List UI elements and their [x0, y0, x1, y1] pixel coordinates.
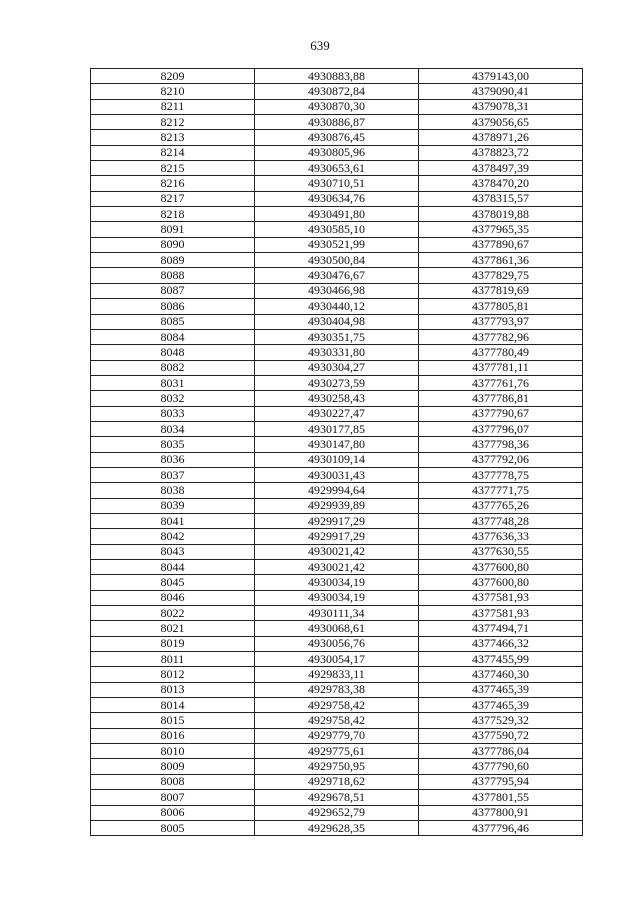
- coordinates-table-body: [91, 69, 583, 836]
- x-coordinate-cell: 4930109,14: [255, 452, 419, 467]
- point-number-cell: 8031: [91, 375, 255, 390]
- table-row: [91, 314, 583, 329]
- y-coordinate-cell: 4377460,30: [419, 667, 583, 682]
- y-coordinate-cell: 4379143,00: [419, 69, 583, 84]
- x-coordinate-cell: 4930031,43: [255, 467, 419, 482]
- table-row: [91, 483, 583, 498]
- x-coordinate-cell: 4929833,11: [255, 667, 419, 682]
- y-coordinate-cell: 4377786,04: [419, 744, 583, 759]
- x-coordinate-cell: 4930883,88: [255, 69, 419, 84]
- x-coordinate-cell: 4930440,12: [255, 299, 419, 314]
- point-number-cell: 8021: [91, 621, 255, 636]
- point-number-cell: 8086: [91, 299, 255, 314]
- x-coordinate-cell: 4930034,19: [255, 575, 419, 590]
- x-coordinate-cell: 4930634,76: [255, 191, 419, 206]
- x-coordinate-cell: 4930304,27: [255, 360, 419, 375]
- x-coordinate-cell: 4930021,42: [255, 544, 419, 559]
- y-coordinate-cell: 4377890,67: [419, 237, 583, 252]
- x-coordinate-cell: 4930147,80: [255, 437, 419, 452]
- point-number-cell: 8014: [91, 698, 255, 713]
- x-coordinate-cell: 4930404,98: [255, 314, 419, 329]
- table-row: [91, 575, 583, 590]
- table-row: [91, 621, 583, 636]
- point-number-cell: 8217: [91, 191, 255, 206]
- point-number-cell: 8213: [91, 130, 255, 145]
- y-coordinate-cell: 4377581,93: [419, 590, 583, 605]
- table-row: [91, 268, 583, 283]
- y-coordinate-cell: 4377529,32: [419, 713, 583, 728]
- y-coordinate-cell: 4377965,35: [419, 222, 583, 237]
- y-coordinate-cell: 4377494,71: [419, 621, 583, 636]
- table-row: [91, 544, 583, 559]
- x-coordinate-cell: 4930710,51: [255, 176, 419, 191]
- table-row: [91, 728, 583, 743]
- y-coordinate-cell: 4379090,41: [419, 84, 583, 99]
- y-coordinate-cell: 4379078,31: [419, 99, 583, 114]
- coordinates-table: [90, 68, 583, 836]
- point-number-cell: 8085: [91, 314, 255, 329]
- table-row: [91, 590, 583, 605]
- table-row: [91, 406, 583, 421]
- point-number-cell: 8032: [91, 391, 255, 406]
- point-number-cell: 8012: [91, 667, 255, 682]
- point-number-cell: 8038: [91, 483, 255, 498]
- y-coordinate-cell: 4377455,99: [419, 652, 583, 667]
- y-coordinate-cell: 4378019,88: [419, 207, 583, 222]
- point-number-cell: 8210: [91, 84, 255, 99]
- table-row: [91, 467, 583, 482]
- table-row: [91, 115, 583, 130]
- x-coordinate-cell: 4929779,70: [255, 728, 419, 743]
- y-coordinate-cell: 4377819,69: [419, 283, 583, 298]
- point-number-cell: 8082: [91, 360, 255, 375]
- y-coordinate-cell: 4377778,75: [419, 467, 583, 482]
- point-number-cell: 8044: [91, 560, 255, 575]
- x-coordinate-cell: 4929994,64: [255, 483, 419, 498]
- table-row: [91, 391, 583, 406]
- x-coordinate-cell: 4929783,38: [255, 682, 419, 697]
- point-number-cell: 8016: [91, 728, 255, 743]
- table-row: [91, 805, 583, 820]
- x-coordinate-cell: 4930500,84: [255, 253, 419, 268]
- y-coordinate-cell: 4377781,11: [419, 360, 583, 375]
- table-row: [91, 452, 583, 467]
- x-coordinate-cell: 4930491,80: [255, 207, 419, 222]
- point-number-cell: 8216: [91, 176, 255, 191]
- table-row: [91, 790, 583, 805]
- y-coordinate-cell: 4378971,26: [419, 130, 583, 145]
- x-coordinate-cell: 4930886,87: [255, 115, 419, 130]
- y-coordinate-cell: 4377765,26: [419, 498, 583, 513]
- table-row: [91, 345, 583, 360]
- point-number-cell: 8048: [91, 345, 255, 360]
- x-coordinate-cell: 4930177,85: [255, 421, 419, 436]
- point-number-cell: 8084: [91, 329, 255, 344]
- y-coordinate-cell: 4377792,06: [419, 452, 583, 467]
- y-coordinate-cell: 4379056,65: [419, 115, 583, 130]
- table-row: [91, 207, 583, 222]
- table-row: [91, 145, 583, 160]
- y-coordinate-cell: 4377800,91: [419, 805, 583, 820]
- table-row: [91, 437, 583, 452]
- x-coordinate-cell: 4930068,61: [255, 621, 419, 636]
- point-number-cell: 8218: [91, 207, 255, 222]
- y-coordinate-cell: 4377805,81: [419, 299, 583, 314]
- table-row: [91, 375, 583, 390]
- point-number-cell: 8042: [91, 529, 255, 544]
- x-coordinate-cell: 4930034,19: [255, 590, 419, 605]
- x-coordinate-cell: 4930331,80: [255, 345, 419, 360]
- point-number-cell: 8091: [91, 222, 255, 237]
- table-row: [91, 744, 583, 759]
- point-number-cell: 8215: [91, 161, 255, 176]
- point-number-cell: 8212: [91, 115, 255, 130]
- y-coordinate-cell: 4378497,39: [419, 161, 583, 176]
- y-coordinate-cell: 4377796,07: [419, 421, 583, 436]
- y-coordinate-cell: 4377829,75: [419, 268, 583, 283]
- table-row: [91, 253, 583, 268]
- table-row: [91, 759, 583, 774]
- table-row: [91, 283, 583, 298]
- point-number-cell: 8087: [91, 283, 255, 298]
- point-number-cell: 8214: [91, 145, 255, 160]
- x-coordinate-cell: 4929652,79: [255, 805, 419, 820]
- point-number-cell: 8039: [91, 498, 255, 513]
- table-row: [91, 636, 583, 651]
- x-coordinate-cell: 4929917,29: [255, 529, 419, 544]
- point-number-cell: 8088: [91, 268, 255, 283]
- x-coordinate-cell: 4930872,84: [255, 84, 419, 99]
- y-coordinate-cell: 4377801,55: [419, 790, 583, 805]
- point-number-cell: 8035: [91, 437, 255, 452]
- y-coordinate-cell: 4377581,93: [419, 606, 583, 621]
- table-row: [91, 161, 583, 176]
- table-row: [91, 667, 583, 682]
- x-coordinate-cell: 4929775,61: [255, 744, 419, 759]
- x-coordinate-cell: 4929678,51: [255, 790, 419, 805]
- y-coordinate-cell: 4378470,20: [419, 176, 583, 191]
- y-coordinate-cell: 4377636,33: [419, 529, 583, 544]
- y-coordinate-cell: 4377466,32: [419, 636, 583, 651]
- table-row: [91, 560, 583, 575]
- x-coordinate-cell: 4929758,42: [255, 713, 419, 728]
- table-row: [91, 329, 583, 344]
- x-coordinate-cell: 4929758,42: [255, 698, 419, 713]
- y-coordinate-cell: 4377798,36: [419, 437, 583, 452]
- y-coordinate-cell: 4377630,55: [419, 544, 583, 559]
- point-number-cell: 8045: [91, 575, 255, 590]
- table-row: [91, 774, 583, 789]
- point-number-cell: 8013: [91, 682, 255, 697]
- page-number: 639: [310, 38, 330, 53]
- x-coordinate-cell: 4930653,61: [255, 161, 419, 176]
- point-number-cell: 8089: [91, 253, 255, 268]
- table-row: [91, 84, 583, 99]
- y-coordinate-cell: 4377780,49: [419, 345, 583, 360]
- x-coordinate-cell: 4930466,98: [255, 283, 419, 298]
- x-coordinate-cell: 4930258,43: [255, 391, 419, 406]
- table-row: [91, 421, 583, 436]
- y-coordinate-cell: 4377790,60: [419, 759, 583, 774]
- y-coordinate-cell: 4377600,80: [419, 575, 583, 590]
- y-coordinate-cell: 4377771,75: [419, 483, 583, 498]
- point-number-cell: 8041: [91, 513, 255, 528]
- point-number-cell: 8015: [91, 713, 255, 728]
- x-coordinate-cell: 4929750,95: [255, 759, 419, 774]
- x-coordinate-cell: 4930876,45: [255, 130, 419, 145]
- point-number-cell: 8011: [91, 652, 255, 667]
- y-coordinate-cell: 4377861,36: [419, 253, 583, 268]
- point-number-cell: 8009: [91, 759, 255, 774]
- table-row: [91, 99, 583, 114]
- x-coordinate-cell: 4930805,96: [255, 145, 419, 160]
- x-coordinate-cell: 4930585,10: [255, 222, 419, 237]
- table-row: [91, 606, 583, 621]
- y-coordinate-cell: 4377600,80: [419, 560, 583, 575]
- table-row: [91, 529, 583, 544]
- table-row: [91, 513, 583, 528]
- point-number-cell: 8006: [91, 805, 255, 820]
- x-coordinate-cell: 4930054,17: [255, 652, 419, 667]
- x-coordinate-cell: 4930227,47: [255, 406, 419, 421]
- table-row: [91, 652, 583, 667]
- table-row: [91, 299, 583, 314]
- x-coordinate-cell: 4930056,76: [255, 636, 419, 651]
- table-row: [91, 498, 583, 513]
- table-row: [91, 360, 583, 375]
- point-number-cell: 8211: [91, 99, 255, 114]
- x-coordinate-cell: 4930021,42: [255, 560, 419, 575]
- y-coordinate-cell: 4377590,72: [419, 728, 583, 743]
- table-row: [91, 713, 583, 728]
- point-number-cell: 8022: [91, 606, 255, 621]
- x-coordinate-cell: 4929939,89: [255, 498, 419, 513]
- x-coordinate-cell: 4929718,62: [255, 774, 419, 789]
- table-row: [91, 69, 583, 84]
- x-coordinate-cell: 4930273,59: [255, 375, 419, 390]
- point-number-cell: 8005: [91, 820, 255, 835]
- y-coordinate-cell: 4377793,97: [419, 314, 583, 329]
- point-number-cell: 8034: [91, 421, 255, 436]
- point-number-cell: 8046: [91, 590, 255, 605]
- point-number-cell: 8043: [91, 544, 255, 559]
- table-row: [91, 130, 583, 145]
- y-coordinate-cell: 4377761,76: [419, 375, 583, 390]
- y-coordinate-cell: 4377465,39: [419, 698, 583, 713]
- point-number-cell: 8008: [91, 774, 255, 789]
- table-row: [91, 222, 583, 237]
- x-coordinate-cell: 4930351,75: [255, 329, 419, 344]
- table-row: [91, 682, 583, 697]
- table-row: [91, 176, 583, 191]
- y-coordinate-cell: 4377790,67: [419, 406, 583, 421]
- point-number-cell: 8019: [91, 636, 255, 651]
- point-number-cell: 8007: [91, 790, 255, 805]
- point-number-cell: 8037: [91, 467, 255, 482]
- y-coordinate-cell: 4378823,72: [419, 145, 583, 160]
- table-row: [91, 237, 583, 252]
- y-coordinate-cell: 4377748,28: [419, 513, 583, 528]
- y-coordinate-cell: 4377786,81: [419, 391, 583, 406]
- y-coordinate-cell: 4378315,57: [419, 191, 583, 206]
- y-coordinate-cell: 4377465,39: [419, 682, 583, 697]
- x-coordinate-cell: 4930521,99: [255, 237, 419, 252]
- point-number-cell: 8090: [91, 237, 255, 252]
- point-number-cell: 8010: [91, 744, 255, 759]
- y-coordinate-cell: 4377795,94: [419, 774, 583, 789]
- x-coordinate-cell: 4929917,29: [255, 513, 419, 528]
- table-row: [91, 698, 583, 713]
- y-coordinate-cell: 4377782,96: [419, 329, 583, 344]
- table-row: [91, 191, 583, 206]
- table-row: [91, 820, 583, 835]
- point-number-cell: 8036: [91, 452, 255, 467]
- point-number-cell: 8033: [91, 406, 255, 421]
- x-coordinate-cell: 4930111,34: [255, 606, 419, 621]
- x-coordinate-cell: 4930870,30: [255, 99, 419, 114]
- x-coordinate-cell: 4929628,35: [255, 820, 419, 835]
- x-coordinate-cell: 4930476,67: [255, 268, 419, 283]
- point-number-cell: 8209: [91, 69, 255, 84]
- y-coordinate-cell: 4377796,46: [419, 820, 583, 835]
